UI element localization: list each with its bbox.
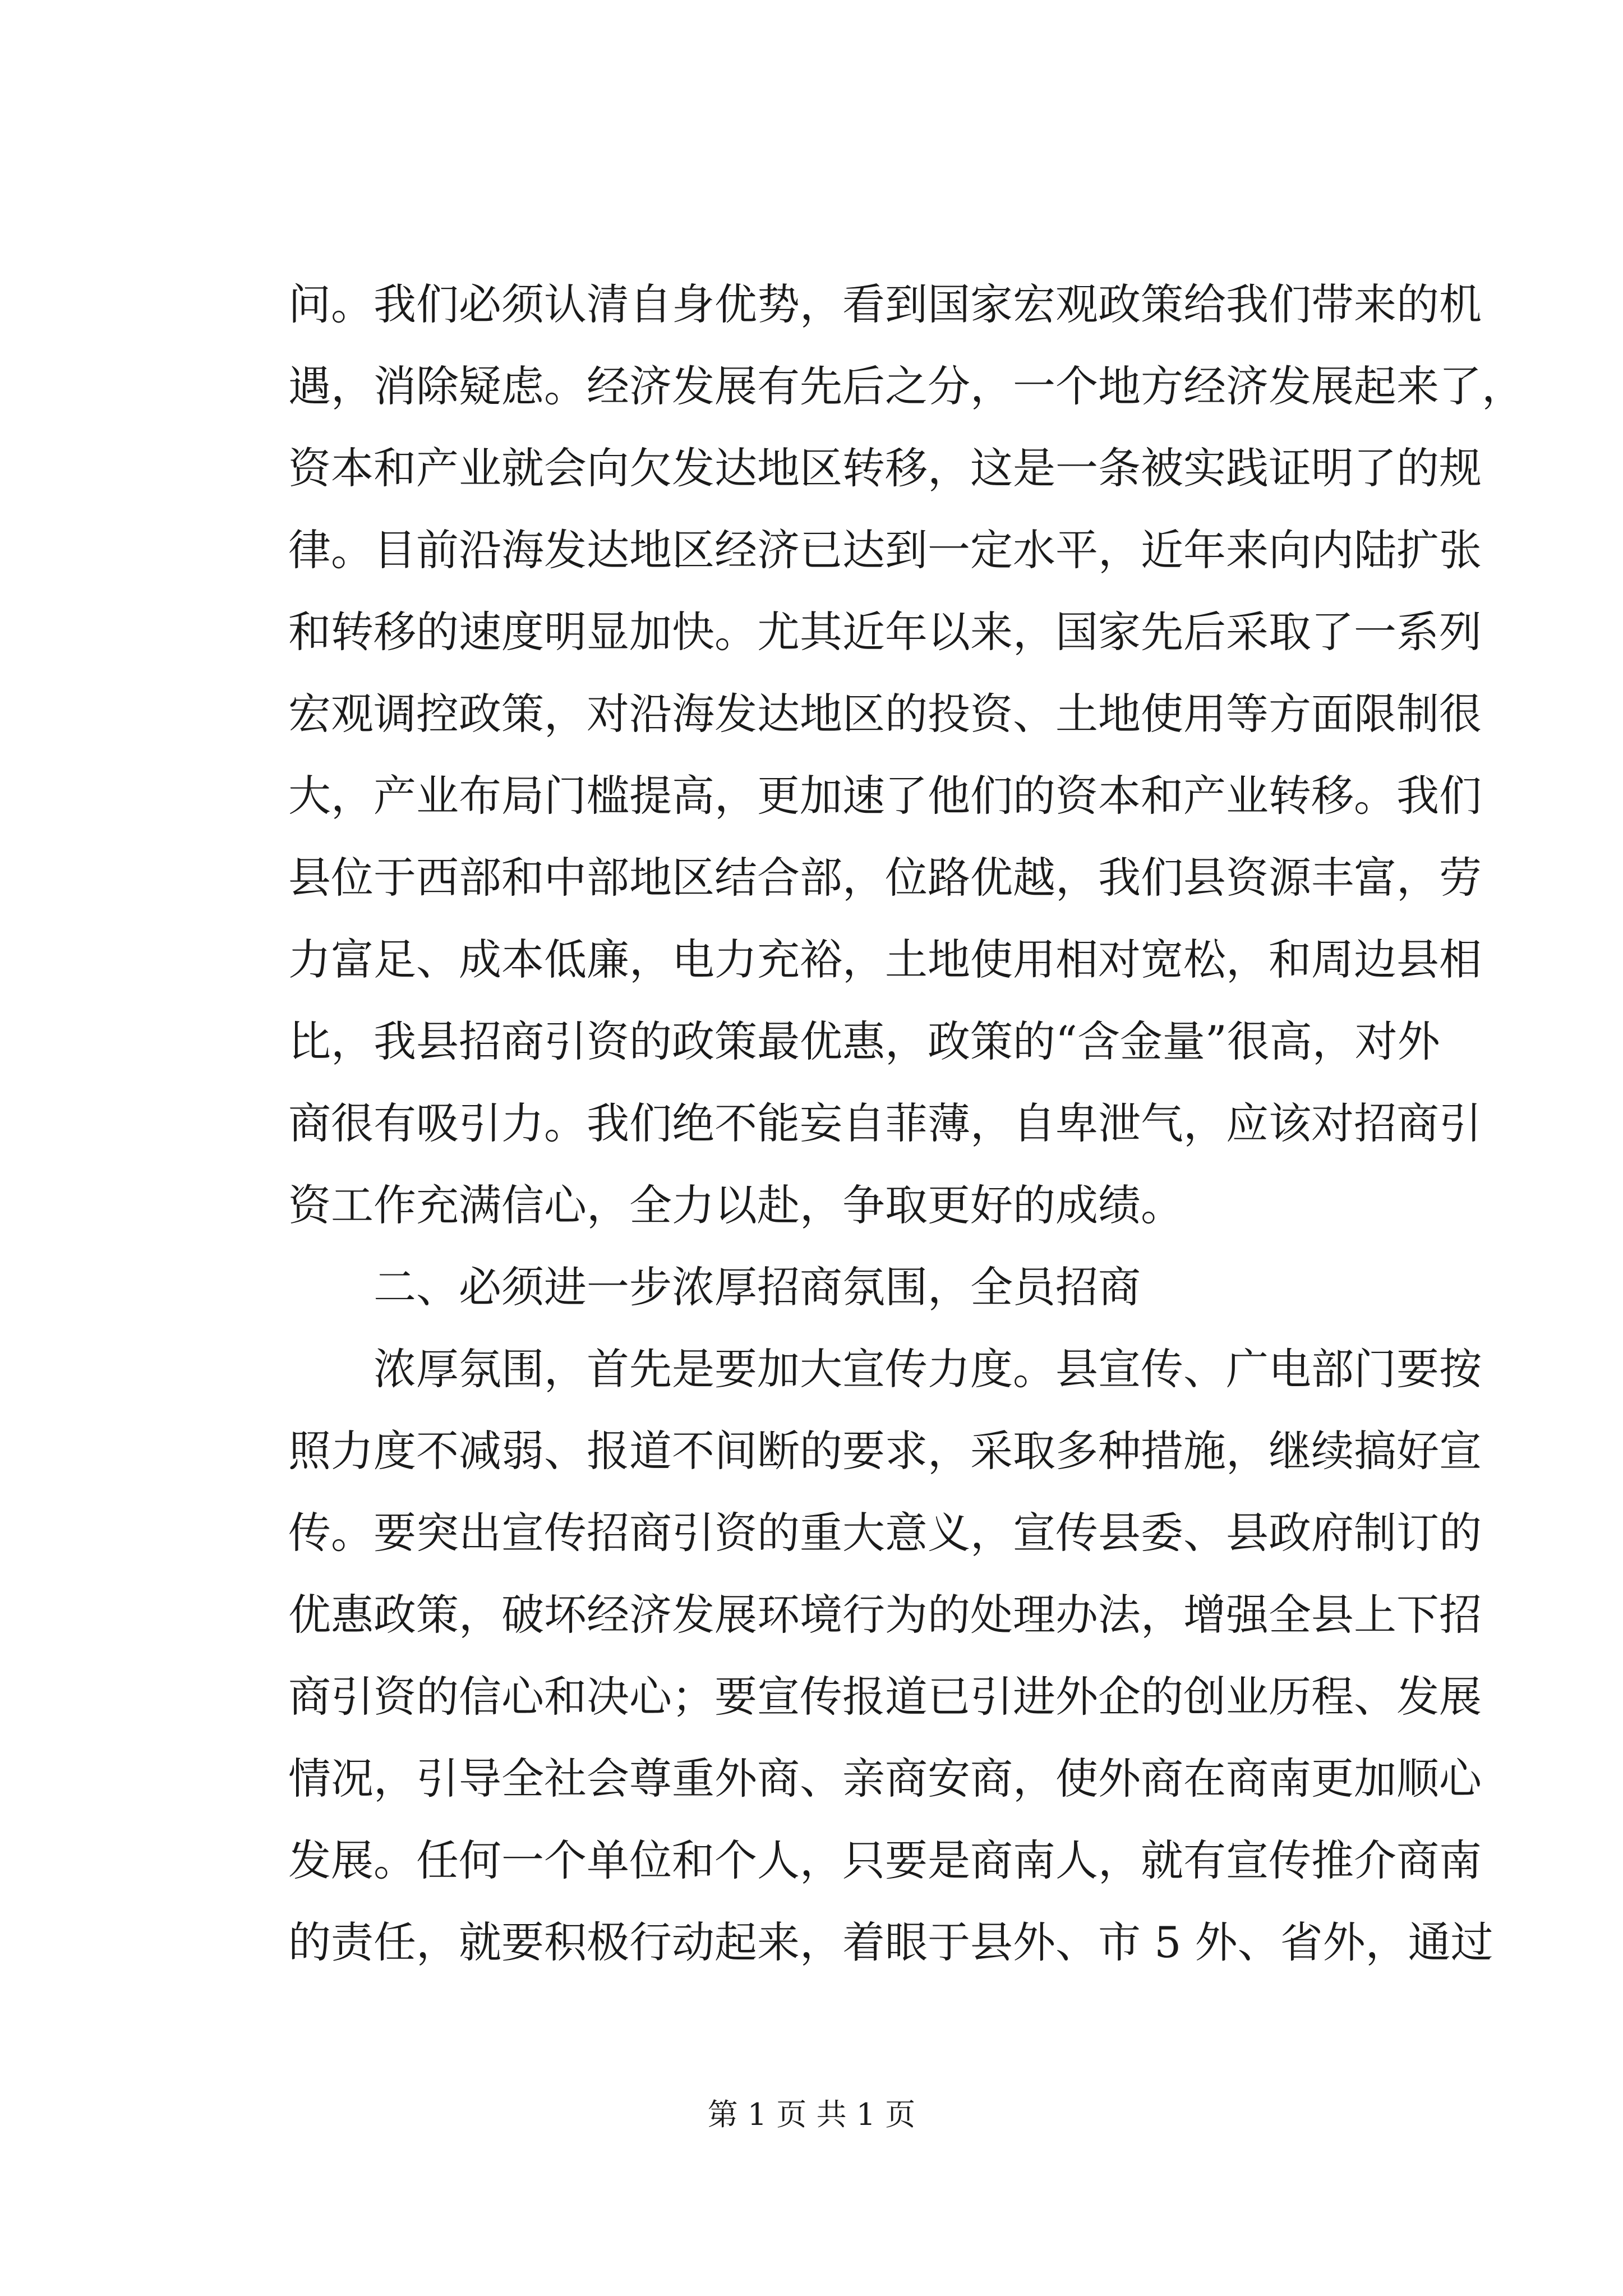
- section-heading: 二、必须进一步浓厚招商氛围，全员招商: [374, 1262, 1141, 1312]
- text-line: 县位于西部和中部地区结合部，位路优越，我们县资源丰富，劳: [288, 853, 1482, 903]
- text-line: 问。我们必须认清自身优势，看到国家宏观政策给我们带来的机: [288, 279, 1482, 329]
- text-line: 照力度不减弱、报道不间断的要求，采取多种措施，继续搞好宣: [288, 1426, 1482, 1476]
- text-line: 律。目前沿海发达地区经济已达到一定水平，近年来向内陆扩张: [288, 525, 1482, 575]
- text-line: 资本和产业就会向欠发达地区转移，这是一条被实践证明了的规: [288, 443, 1482, 493]
- text-line: 优惠政策，破坏经济发展环境行为的处理办法，增强全县上下招: [288, 1590, 1482, 1640]
- text-line: 传。要突出宣传招商引资的重大意义，宣传县委、县政府制订的: [288, 1508, 1482, 1558]
- text-line: 和转移的速度明显加快。尤其近年以来，国家先后采取了一系列: [288, 607, 1482, 657]
- text-line: 发展。任何一个单位和个人，只要是商南人，就有宣传推介商南: [288, 1835, 1482, 1885]
- text-line: 商很有吸引力。我们绝不能妄自菲薄，自卑泄气，应该对招商引: [288, 1098, 1482, 1148]
- text-line: 大，产业布局门槛提高，更加速了他们的资本和产业转移。我们: [288, 771, 1482, 821]
- page-footer: [0, 2095, 1623, 2134]
- text-line: 情况，引导全社会尊重外商、亲商安商，使外商在商南更加顺心: [288, 1754, 1482, 1803]
- text-line: 的责任，就要积极行动起来，着眼于县外、市 5 外、省外，通过: [288, 1917, 1493, 1967]
- text-line: 宏观调控政策，对沿海发达地区的投资、土地使用等方面限制很: [288, 689, 1482, 739]
- document-body: [288, 264, 1524, 1984]
- text-line: 商引资的信心和决心；要宣传报道已引进外企的创业历程、发展: [288, 1672, 1482, 1722]
- text-line: 比，我县招商引资的政策最优惠，政策的“含金量”很高，对外: [288, 1016, 1440, 1066]
- text-line: 资工作充满信心，全力以赴，争取更好的成绩。: [288, 1180, 1183, 1230]
- text-line: 力富足、成本低廉，电力充裕，土地使用相对宽松，和周边县相: [288, 935, 1482, 984]
- page-number: 第 1 页 共 1 页: [707, 2097, 916, 2132]
- text-line: 遇，消除疑虑。经济发展有先后之分，一个地方经济发展起来了，: [288, 361, 1524, 411]
- text-line: 浓厚氛围，首先是要加大宣传力度。县宣传、广电部门要按: [374, 1344, 1482, 1394]
